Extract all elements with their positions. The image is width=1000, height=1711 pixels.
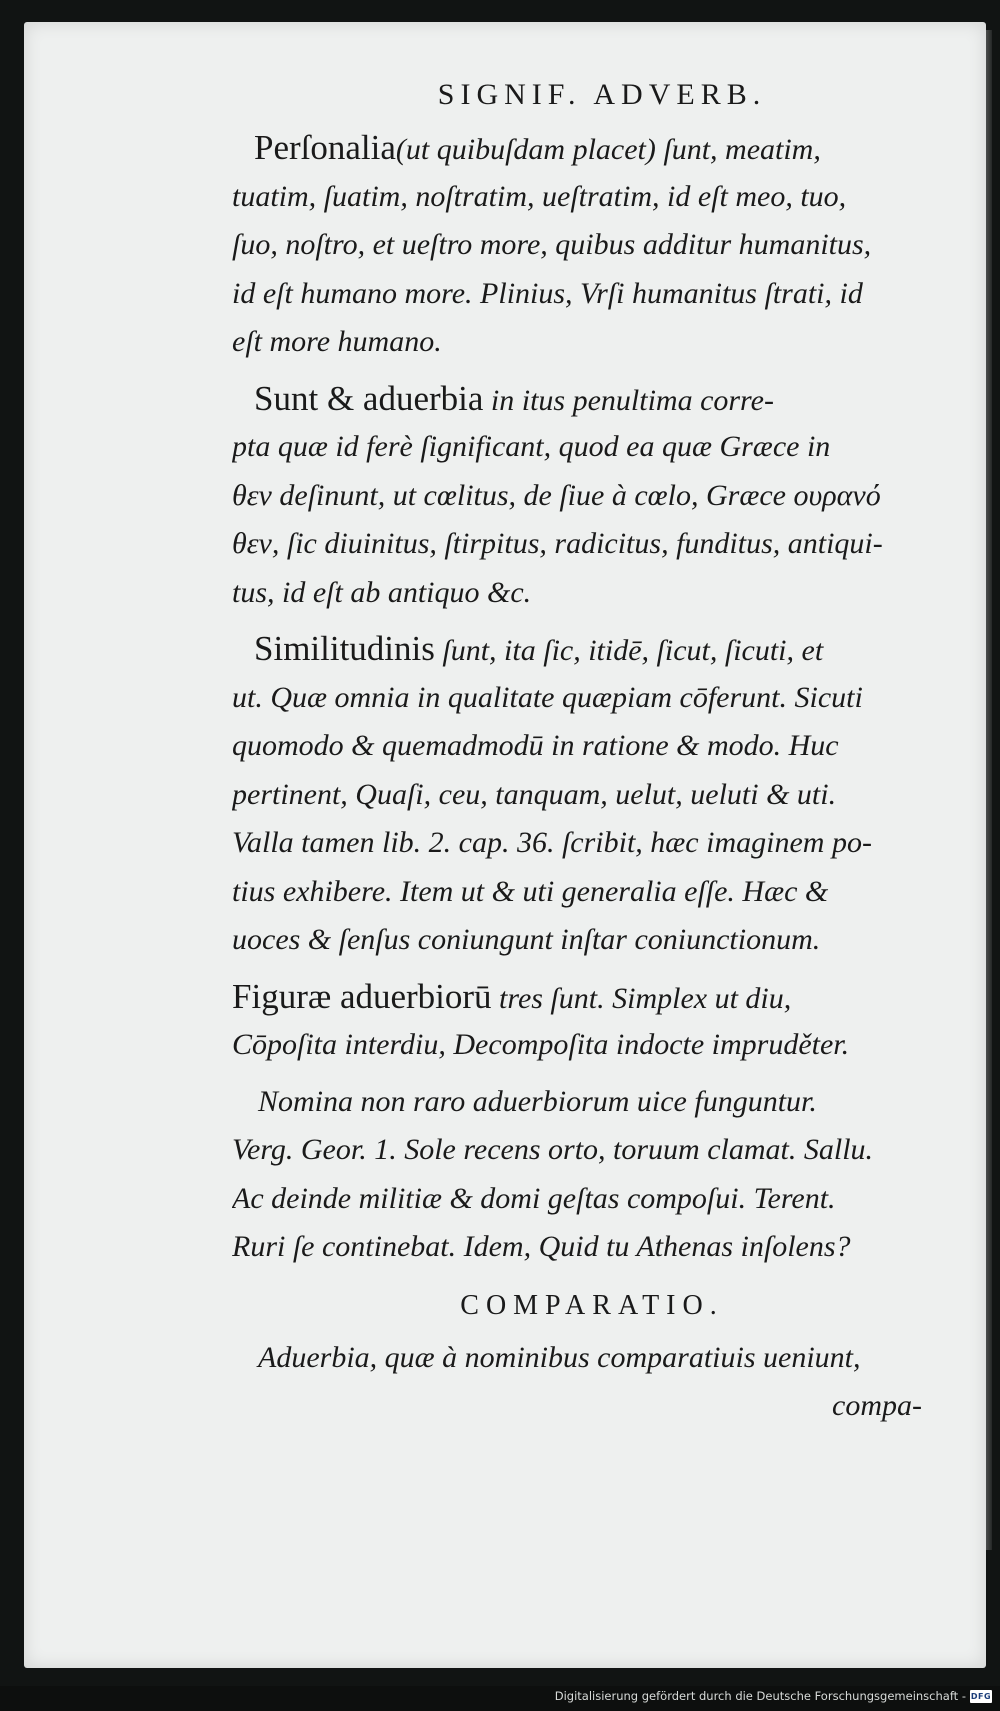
- catchword: compa-: [832, 1389, 922, 1422]
- dfg-logo: DFG: [970, 1692, 992, 1701]
- section-heading: COMPARATIO.: [460, 1289, 724, 1321]
- text-line: Verg. Geor. 1. Sole recens orto, toruum clamat. Sallu.: [232, 1133, 874, 1166]
- page-edge: [986, 30, 992, 1550]
- page-text: [232, 70, 952, 1431]
- text-line: Cōpoſita interdiu, Decompoſita indocte impruděter.: [232, 1028, 850, 1061]
- paragraph-lead: Similitudinis: [254, 629, 435, 668]
- text-line: pta quæ id ferè ſignificant, quod ea quæ Græce in: [232, 430, 831, 463]
- text-line: θεν deſinunt, ut cœlitus, de ſiue à cœlo, Græce ουρανό: [232, 478, 881, 512]
- text-line: uoces & ſenſus coniungunt inſtar coniunctionum.: [232, 923, 821, 956]
- text-line: Perſonalia(ut quibuſdam placet) ſunt, meatim,: [254, 128, 821, 167]
- text-line: Figuræ aduerbiorū tres ſunt. Simplex ut diu,: [232, 976, 792, 1016]
- text-line: id eſt humano more. Plinius, Vrſi humanitus ſtrati, id: [232, 276, 863, 310]
- text-line: tus, id eſt ab antiquo &c.: [232, 575, 532, 609]
- text-line: Ac deinde militiæ & domi geſtas compoſui. Terent.: [232, 1181, 836, 1215]
- paragraph-similitudinis: [232, 625, 952, 965]
- text-line: Ruri ſe continebat. Idem, Quid tu Athenas inſolens?: [232, 1230, 851, 1263]
- paragraph-figurae: [232, 973, 952, 1070]
- text-line: eſt more humano.: [232, 325, 442, 358]
- text-line: tius exhibere. Item ut & uti generalia eſſe. Hæc &: [232, 874, 829, 908]
- paragraph-nomina: [232, 1078, 952, 1272]
- text-line: Sunt & aduerbia in itus penultima corre-: [254, 378, 774, 418]
- text-line: Nomina non raro aduerbiorum uice funguntur.: [258, 1084, 817, 1118]
- paragraph-lead: Figuræ aduerbiorū: [232, 976, 492, 1016]
- paragraph-personalia: [232, 124, 952, 367]
- running-head: SIGNIF. ADVERB.: [437, 78, 767, 111]
- text-line: ut. Quæ omnia in qualitate quæpiam cōferunt. Sicuti: [232, 680, 863, 714]
- text-line: Aduerbia, quæ à nominibus comparatiuis ueniunt,: [258, 1340, 861, 1374]
- text-line: quomodo & quemadmodū in ratione & modo. Huc: [232, 729, 839, 762]
- paragraph-sunt: [232, 375, 952, 618]
- footer-credit: Digitalisierung gefördert durch die Deutsche Forschungsgemeinschaft -: [554, 1689, 966, 1703]
- text-line: pertinent, Quaſi, ceu, tanquam, uelut, ueluti & uti.: [232, 777, 837, 811]
- paragraph-lead: Perſonalia: [254, 128, 396, 167]
- text-line: tuatim, ſuatim, noſtratim, ueſtratim, id eſt meo, tuo,: [232, 179, 847, 213]
- text-line: Similitudinis ſunt, ita ſic, itidē, ſicut, ſicuti, et: [254, 629, 824, 668]
- text-line: ſuo, noſtro, et ueſtro more, quibus additur humanitus,: [232, 228, 872, 261]
- paragraph-lead: Sunt & aduerbia: [254, 378, 484, 418]
- text-line: Valla tamen lib. 2. cap. 36. ſcribit, hæc imaginem po-: [232, 826, 872, 859]
- text-line: θεν, ſic diuinitus, ſtirpitus, radicitus, funditus, antiqui-: [232, 527, 883, 560]
